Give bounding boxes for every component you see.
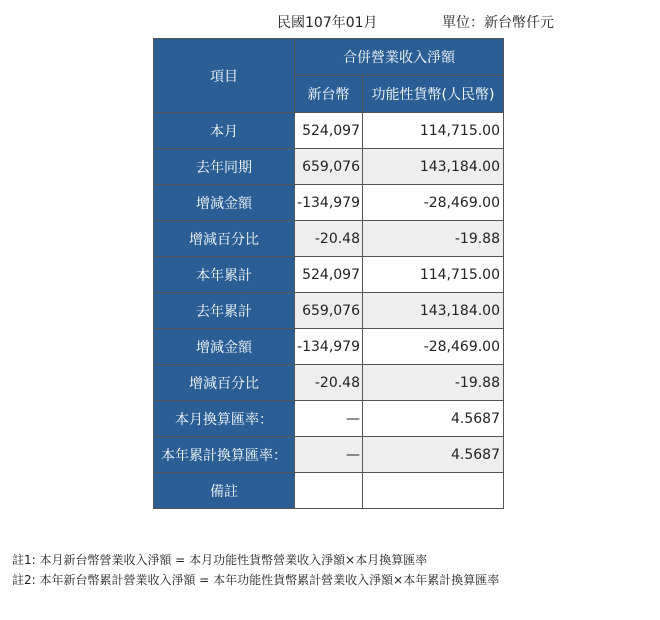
func-currency-value: 143,184.00 (363, 149, 504, 185)
table-row (154, 113, 504, 149)
footnote-2: 註2: 本年新台幣累計營業收入淨額 = 本年功能性貨幣累計營業收入淨額×本年累計換算匯率 (12, 573, 500, 587)
table-row (154, 257, 504, 293)
footnote-1: 註1: 本月新台幣營業收入淨額 = 本月功能性貨幣營業收入淨額×本月換算匯率 (12, 553, 428, 567)
row-label: 去年同期 (154, 149, 295, 185)
row-label: 增減百分比 (154, 365, 295, 401)
twd-value: 524,097 (295, 257, 363, 293)
row-label: 本月換算匯率： (154, 401, 295, 437)
row-label: 本月 (154, 113, 295, 149)
twd-value: 659,076 (295, 149, 363, 185)
twd-value: -134,979 (295, 185, 363, 221)
table-row (154, 437, 504, 473)
row-label: 備註 (154, 473, 295, 509)
func-currency-value: 114,715.00 (363, 113, 504, 149)
revenue-table (153, 38, 504, 509)
func-currency-value (363, 473, 504, 509)
func-currency-value: -19.88 (363, 221, 504, 257)
group-header: 合併營業收入淨額 (295, 39, 504, 76)
footnotes (12, 550, 499, 590)
report-period: 民國107年01月 (277, 15, 378, 31)
row-label: 本年累計 (154, 257, 295, 293)
table-row (154, 473, 504, 509)
twd-value: -134,979 (295, 329, 363, 365)
table-row (154, 221, 504, 257)
twd-value: -20.48 (295, 365, 363, 401)
twd-column-header: 新台幣 (295, 76, 363, 113)
report-header (0, 12, 660, 32)
table-row (154, 365, 504, 401)
item-column-header: 項目 (154, 39, 295, 113)
twd-value: — (295, 437, 363, 473)
table-row (154, 293, 504, 329)
func-currency-value: -19.88 (363, 365, 504, 401)
twd-value: — (295, 401, 363, 437)
row-label: 增減金額 (154, 329, 295, 365)
func-currency-value: 143,184.00 (363, 293, 504, 329)
row-label: 本年累計換算匯率： (154, 437, 295, 473)
func-currency-value: -28,469.00 (363, 185, 504, 221)
func-currency-value: 4.5687 (363, 401, 504, 437)
func-currency-column-header: 功能性貨幣(人民幣) (363, 76, 504, 113)
table-row (154, 185, 504, 221)
row-label: 增減金額 (154, 185, 295, 221)
twd-value (295, 473, 363, 509)
table-row (154, 329, 504, 365)
table-row (154, 149, 504, 185)
row-label: 增減百分比 (154, 221, 295, 257)
twd-value: -20.48 (295, 221, 363, 257)
table-row (154, 401, 504, 437)
twd-value: 524,097 (295, 113, 363, 149)
twd-value: 659,076 (295, 293, 363, 329)
func-currency-value: -28,469.00 (363, 329, 504, 365)
currency-unit: 單位：新台幣仟元 (442, 15, 554, 31)
func-currency-value: 4.5687 (363, 437, 504, 473)
row-label: 去年累計 (154, 293, 295, 329)
func-currency-value: 114,715.00 (363, 257, 504, 293)
